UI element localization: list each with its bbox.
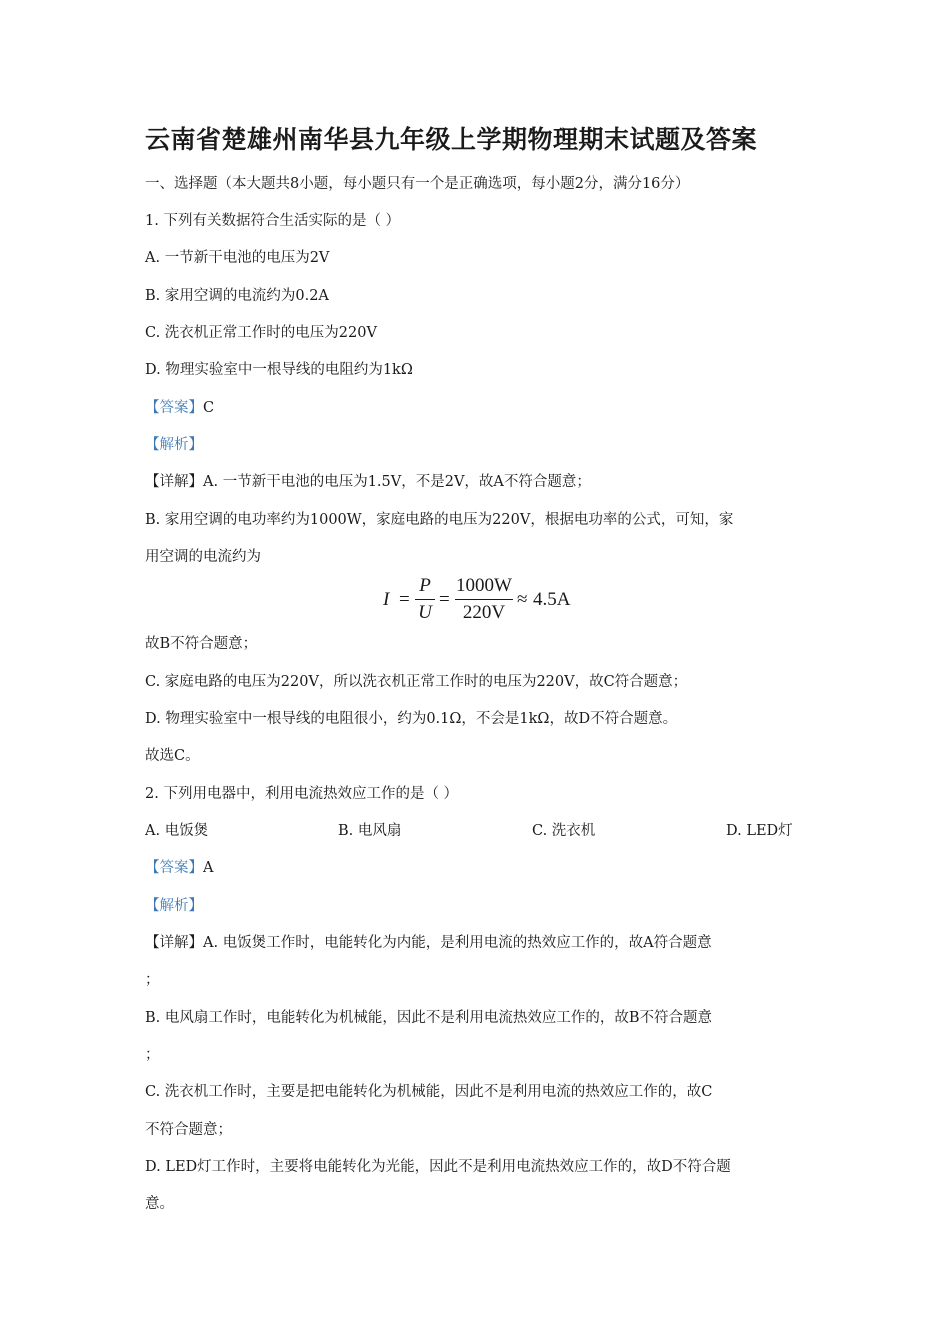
- q1-detail-d: D. 物理实验室中一根导线的电阻很小，约为0.1Ω，不会是1kΩ，故D不符合题意。: [145, 711, 678, 727]
- q2-detail-c-line1: C. 洗衣机工作时，主要是把电能转化为机械能，因此不是利用电流的热效应工作的，故C: [145, 1084, 713, 1100]
- analysis-tag: 【解析】: [145, 437, 203, 453]
- q1-option-d: D. 物理实验室中一根导线的电阻约为1kΩ: [145, 362, 413, 378]
- formula-denominator: 220V: [462, 602, 506, 623]
- q2-detail-b-line1: B. 电风扇工作时，电能转化为机械能，因此不是利用电流热效应工作的，故B不符合题意: [145, 1010, 713, 1026]
- fraction-bar: [455, 599, 513, 600]
- detail-tag: 【详解】: [145, 935, 203, 951]
- q1-option-b: B. 家用空调的电流约为0.2A: [145, 288, 329, 304]
- q1-conclusion: 故选C。: [145, 748, 200, 764]
- formula-equals: =: [399, 589, 410, 610]
- q2-stem: 2. 下列用电器中，利用电流热效应工作的是（ ）: [145, 786, 459, 802]
- q2-answer: [145, 858, 213, 878]
- q2-option-c: C. 洗衣机: [532, 823, 596, 839]
- q1-detail-b-line3: 故B不符合题意；: [145, 636, 258, 652]
- page-title: 云南省楚雄州南华县九年级上学期物理期末试题及答案: [145, 125, 758, 154]
- fraction-bar: [415, 599, 435, 600]
- section-heading: 一、选择题（本大题共8小题，每小题只有一个是正确选项，每小题2分，满分16分）: [145, 176, 690, 192]
- formula-p: P: [419, 575, 431, 596]
- formula-numerator: 1000W: [456, 575, 512, 596]
- q2-analysis-tag: [145, 896, 203, 916]
- q2-detail-c-line2: 不符合题意；: [145, 1122, 232, 1138]
- formula-equals: =: [439, 589, 450, 610]
- q2-detail-b-line2: ；: [145, 1047, 160, 1063]
- q1-option-a: A. 一节新干电池的电压为2V: [145, 250, 330, 266]
- current-formula: [383, 574, 583, 628]
- detail-text: A. 一节新干电池的电压为1.5V，不是2V，故A不符合题意；: [203, 474, 591, 490]
- answer-tag: 【答案】: [145, 400, 203, 416]
- detail-text: A. 电饭煲工作时，电能转化为内能，是利用电流的热效应工作的，故A符合题意: [203, 935, 712, 951]
- formula-result: 4.5A: [533, 589, 571, 610]
- q1-detail-c: C. 家庭电路的电压为220V，所以洗衣机正常工作时的电压为220V，故C符合题意；: [145, 674, 688, 690]
- q1-answer: [145, 398, 214, 418]
- answer-value: A: [203, 860, 214, 876]
- q2-option-a: A. 电饭煲: [145, 823, 209, 839]
- formula-u: U: [418, 602, 432, 623]
- formula-fraction-values: [455, 574, 513, 625]
- q2-detail-d-line2: 意。: [145, 1196, 174, 1212]
- q1-option-c: C. 洗衣机正常工作时的电压为220V: [145, 325, 377, 341]
- answer-value: C: [203, 400, 215, 416]
- q1-analysis-tag: [145, 435, 203, 455]
- q2-detail-a-line2: ；: [145, 972, 160, 988]
- formula-symbol-i: I: [383, 589, 390, 610]
- formula-approx: ≈: [517, 589, 528, 610]
- detail-tag: 【详解】: [145, 474, 203, 490]
- formula-fraction-pu: [415, 574, 435, 625]
- q2-detail-d-line1: D. LED灯工作时，主要将电能转化为光能，因此不是利用电流热效应工作的，故D不符合题: [145, 1159, 731, 1175]
- q1-detail-b-line2: 用空调的电流约为: [145, 549, 261, 565]
- answer-tag: 【答案】: [145, 860, 203, 876]
- analysis-tag: 【解析】: [145, 898, 203, 914]
- q1-detail-b-line1: B. 家用空调的电功率约为1000W，家庭电路的电压为220V，根据电功率的公式，可知，家: [145, 512, 734, 528]
- q2-option-b: B. 电风扇: [338, 823, 402, 839]
- q1-stem: 1. 下列有关数据符合生活实际的是（ ）: [145, 213, 401, 229]
- q2-detail-a-line1: [145, 933, 712, 953]
- q2-option-d: D. LED灯: [726, 823, 793, 839]
- q1-detail-a: [145, 472, 591, 492]
